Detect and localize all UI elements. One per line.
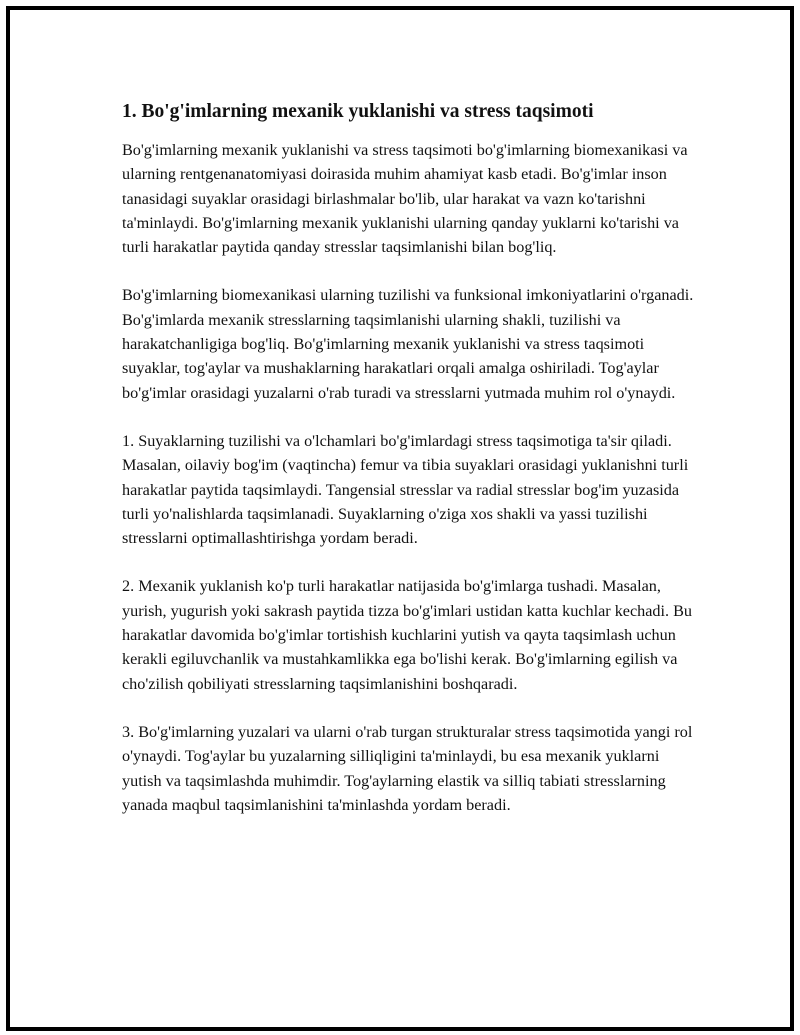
paragraph-point-1: 1. Suyaklarning tuzilishi va o'lchamlari bo'g'imlardagi stress taqsimotiga ta'sir qiladi. Masalan, oilaviy bog'im (vaqtincha) femur va tibia suyaklari orasidagi yuklanishni turli harakatlar paytida taqsimlaydi. Tangensial stresslar va radial stresslar bog'im yuzasida turli yo'nalishlarda taqsimlanadi. Suyaklarning o'ziga xos shakli va yassi tuzilishi stresslarni optimallashtirishga yordam beradi.: [122, 431, 689, 548]
document-page: [6, 6, 794, 1031]
section-title: 1. Bo'g'imlarning mexanik yuklanishi va stress taqsimoti: [122, 101, 594, 122]
paragraph-point-3: 3. Bo'g'imlarning yuzalari va ularni o'rab turgan strukturalar stress taqsimotida yangi rol o'ynaydi. Tog'aylar bu yuzalarning silliqligini ta'minlaydi, bu esa mexanik yuklarni yutish va taqsimlashda muhimdir. Tog'aylarning elastik va silliq tabiati stresslarning yanada maqbul taqsimlanishini ta'minlashda yordam beradi.: [122, 722, 693, 814]
paragraph-intro: Bo'g'imlarning mexanik yuklanishi va stress taqsimoti bo'g'imlarning biomexanikasi va ularning rentgenanatomiyasi doirasida muhim ahamiyat kasb etadi. Bo'g'imlar inson tanasidagi suyaklar orasidagi birlashmalar bo'lib, ular harakat va vazn ko'tarishni ta'minlaydi. Bo'g'imlarning mexanik yuklanishi ularning qanday yuklarni ko'tarishi va turli harakatlar paytida qanday stresslar taqsimlanishi bilan bog'liq.: [122, 141, 688, 257]
paragraph-biomechanics: Bo'g'imlarning biomexanikasi ularning tuzilishi va funksional imkoniyatlarini o'rganadi. Bo'g'imlarda mexanik stresslarning taqsimlanishi ularning shakli, tuzilishi va harakatchanligiga bog'liq. Bo'g'imlarning mexanik yuklanishi va stress taqsimoti suyaklar, tog'aylar va mushaklarning harakatlari orqali amalga oshiriladi. Tog'aylar bo'g'imlar orasidagi yuzalarni o'rab turadi va stresslarni yutmada muhim rol o'ynaydi.: [122, 286, 694, 402]
paragraph-point-2: 2. Mexanik yuklanish ko'p turli harakatlar natijasida bo'g'imlarga tushadi. Masalan, yurish, yugurish yoki sakrash paytida tizza bo'g'imlari ustidan katta kuchlar kechadi. Bu harakatlar davomida bo'g'imlar tortishish kuchlarini yutish va qayta taqsimlash uchun kerakli egiluvchanlik va mustahkamlikka ega bo'lishi kerak. Bo'g'imlarning egilish va cho'zilish qobiliyati stresslarning taqsimlanishini boshqaradi.: [122, 577, 693, 693]
document-body: [122, 100, 702, 841]
